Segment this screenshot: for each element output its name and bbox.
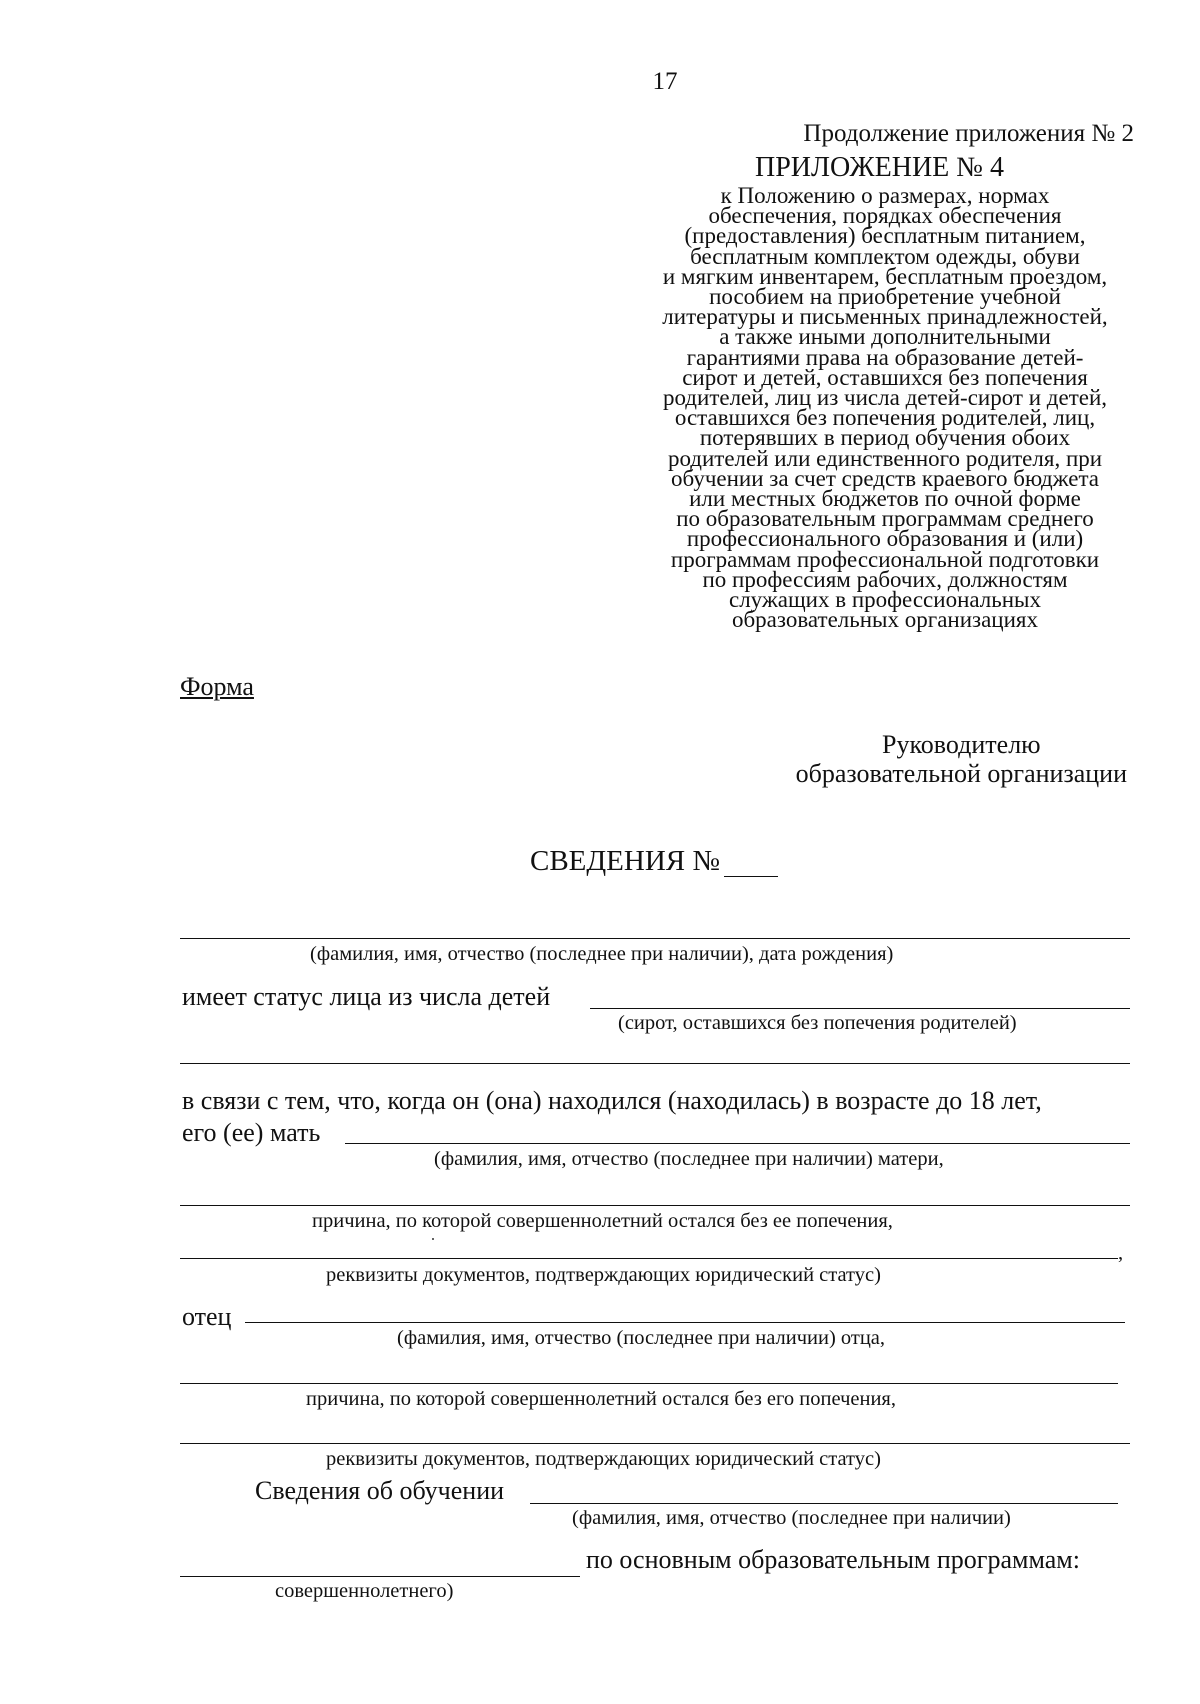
- appendix-ref-line: (предоставления) бесплатным питанием,: [684, 223, 1086, 249]
- status-continuation-line[interactable]: [180, 1063, 1130, 1064]
- appendix-ref-line: и мягким инвентарем, бесплатным проездом,: [662, 263, 1108, 289]
- caption-fio-dob: (фамилия, имя, отчество (последнее при наличии), дата рождения): [310, 943, 894, 965]
- education-label: Сведения об обучении: [255, 1476, 505, 1505]
- appendix-ref-line: программам профессиональной подготовки: [670, 546, 1100, 572]
- appendix-ref-line: по профессиям рабочих, должностям: [702, 566, 1068, 592]
- caption-mother-docs: реквизиты документов, подтверждающих юридический статус): [326, 1264, 881, 1286]
- document-title: СВЕДЕНИЯ №: [530, 845, 721, 877]
- father-label: отец: [182, 1302, 232, 1331]
- document-number-blank[interactable]: [724, 876, 778, 877]
- status-line[interactable]: [590, 1008, 1130, 1009]
- appendix-ref-line: или местных бюджетов по очной форме: [689, 486, 1081, 512]
- mother-label: его (ее) мать: [182, 1118, 321, 1147]
- appendix-ref-line: образовательных организациях: [731, 607, 1039, 633]
- caption-father-reason: причина, по которой совершеннолетний остался без его попечения,: [306, 1388, 896, 1410]
- form-label: Форма: [180, 672, 254, 701]
- mother-reason-line[interactable]: [180, 1205, 1130, 1206]
- addressee-line-2: образовательной организации: [795, 759, 1127, 788]
- caption-mother-reason: причина, по которой совершеннолетний остался без ее попечения,: [312, 1210, 893, 1232]
- caption-adult: совершеннолетнего): [275, 1580, 454, 1602]
- mother-docs-line[interactable]: [180, 1258, 1118, 1259]
- appendix-ref-line: обучении за счет средств краевого бюджета: [671, 465, 1099, 491]
- appendix-ref-line: пособием на приобретение учебной: [709, 284, 1061, 310]
- appendix-ref-line: а также иными дополнительными: [719, 324, 1051, 350]
- appendix-ref-line: профессионального образования и (или): [686, 526, 1084, 552]
- adult-line[interactable]: [180, 1576, 580, 1577]
- mother-line[interactable]: [345, 1143, 1130, 1144]
- appendix-ref-line: обеспечения, порядках обеспечения: [708, 203, 1062, 229]
- addressee-line-1: Руководителю: [882, 730, 1041, 759]
- appendix-ref-line: служащих в профессиональных: [728, 587, 1042, 613]
- appendix-ref-line: к Положению о размерах, нормах: [720, 183, 1050, 208]
- appendix-ref-line: по образовательным программам среднего: [676, 506, 1094, 532]
- appendix-ref-line: литературы и письменных принадлежностей,: [662, 304, 1108, 330]
- appendix-reference: [650, 183, 1120, 633]
- appendix-ref-line: родителей, лиц из числа детей-сирот и детей,: [662, 385, 1108, 411]
- caption-father: (фамилия, имя, отчество (последнее при наличии) отца,: [397, 1327, 886, 1349]
- fio-dob-line[interactable]: [180, 938, 1130, 939]
- appendix-ref-line: потерявших в период обучения обоих: [699, 425, 1071, 451]
- addressee: [796, 730, 1127, 788]
- page-number: 17: [652, 68, 678, 95]
- scan-dot: [432, 1238, 434, 1240]
- appendix-ref-line: гарантиями права на образование детей-: [686, 344, 1084, 370]
- appendix-ref-line: бесплатным комплектом одежды, обуви: [690, 243, 1080, 269]
- appendix-ref-line: сирот и детей, оставшихся без попечения: [682, 364, 1088, 390]
- caption-mother: (фамилия, имя, отчество (последнее при наличии) матери,: [434, 1148, 944, 1170]
- appendix-title: ПРИЛОЖЕНИЕ № 4: [755, 152, 1004, 183]
- caption-orphan: (сирот, оставшихся без попечения родителей): [618, 1012, 1017, 1034]
- father-line[interactable]: [245, 1322, 1125, 1323]
- appendix-ref-line: оставшихся без попечения родителей, лиц,: [674, 405, 1096, 431]
- father-docs-line[interactable]: [180, 1443, 1130, 1444]
- status-label: имеет статус лица из числа детей: [182, 982, 551, 1011]
- continuation-note: Продолжение приложения № 2: [803, 120, 1134, 147]
- caption-education-fio: (фамилия, имя, отчество (последнее при наличии): [572, 1507, 1011, 1529]
- programs-label: по основным образовательным программам:: [586, 1545, 1080, 1574]
- reason-text: в связи с тем, что, когда он (она) находился (находилась) в возрасте до 18 лет,: [182, 1086, 1042, 1115]
- education-fio-line[interactable]: [530, 1503, 1118, 1504]
- caption-father-docs: реквизиты документов, подтверждающих юридический статус): [326, 1448, 881, 1470]
- comma: ,: [1118, 1242, 1124, 1264]
- father-reason-line[interactable]: [180, 1383, 1118, 1384]
- appendix-ref-line: родителей или единственного родителя, при: [667, 445, 1103, 471]
